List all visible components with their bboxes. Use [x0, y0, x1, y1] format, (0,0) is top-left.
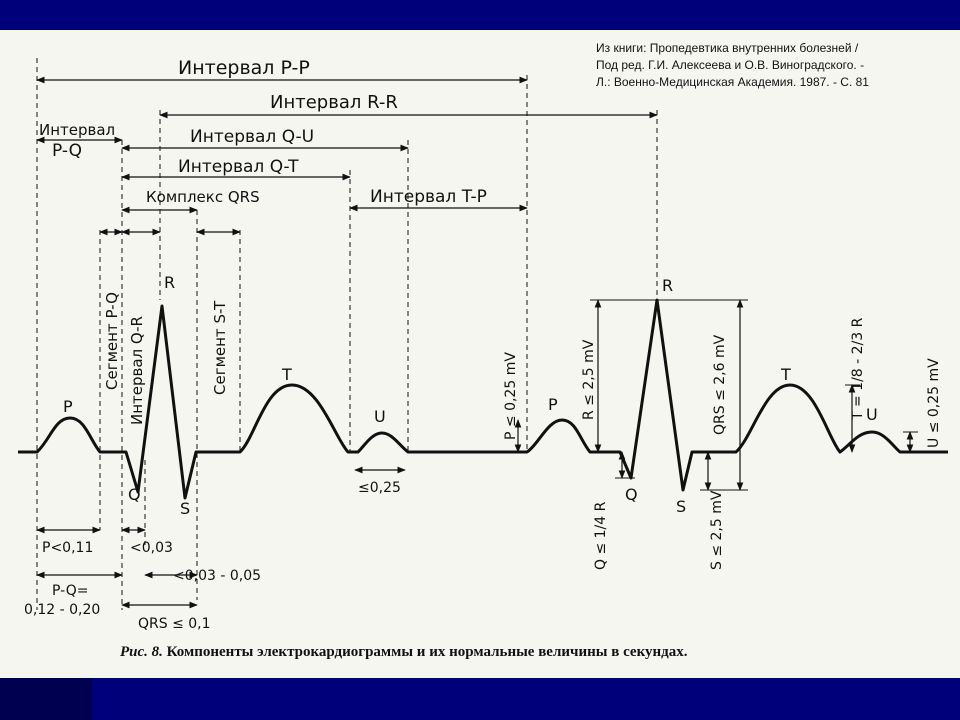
label-interval-pp: Интервал P-P [178, 57, 310, 79]
value-pq-duration-1: P-Q= [52, 583, 89, 599]
value-u-duration: ≤0,25 [358, 480, 401, 496]
wave-r2: R [662, 276, 674, 295]
label-interval-pq-2: P-Q [52, 141, 83, 161]
bottom-band-corner [0, 678, 92, 720]
wave-u1: U [374, 407, 386, 426]
value-q-amplitude: Q ≤ 1/4 R [593, 501, 609, 570]
wave-t1: T [282, 365, 292, 384]
value-pq-duration-2: 0,12 - 0,20 [24, 602, 101, 618]
label-interval-rr: Интервал R-R [270, 92, 398, 113]
label-segment-pq: Сегмент P-Q [103, 292, 121, 390]
wave-r1: R [164, 273, 176, 292]
caption-prefix: Рис. 8. [120, 644, 163, 660]
wave-u2: U [866, 405, 878, 424]
wave-s2: S [676, 497, 687, 516]
source-line-2: Под ред. Г.И. Алексеева и О.В. Виноградского. - [596, 58, 865, 72]
value-p-duration: P<0,11 [42, 540, 94, 556]
interval-arrows [37, 80, 910, 605]
bottom-band [0, 678, 960, 720]
value-r-amplitude: R ≤ 2,5 mV [581, 339, 597, 420]
figure-caption [120, 644, 688, 661]
label-interval-pq-1: Интервал [39, 121, 116, 139]
source-line-3: Л.: Военно-Медицинская Академия. 1987. - С. 81 [596, 75, 869, 89]
wave-s1: S [180, 499, 191, 518]
label-complex-qrs: Комплекс QRS [146, 188, 260, 206]
value-s-amplitude: S ≤ 2,5 mV [709, 490, 725, 570]
wave-p2: P [548, 395, 558, 414]
ecg-trace [18, 300, 948, 498]
label-interval-qt: Интервал Q-T [178, 157, 299, 177]
top-band [0, 0, 960, 30]
amplitude-guides [590, 300, 918, 490]
caption-text: Компоненты электрокардиограммы и их нормальные величины в секундах. [166, 644, 688, 660]
value-qrs-duration: QRS ≤ 0,1 [138, 616, 211, 632]
wave-t2: T [781, 365, 791, 384]
value-t-amplitude: T = 1/8 - 2/3 R [850, 317, 866, 420]
label-interval-tp: Интервал T-P [370, 187, 487, 207]
wave-p1: P [63, 397, 73, 416]
value-p-amplitude: P ≤ 0,25 mV [503, 352, 519, 440]
value-qr-duration: <0,03 [130, 540, 173, 556]
value-qrs-amplitude: QRS ≤ 2,6 mV [712, 334, 728, 435]
label-interval-qu: Интервал Q-U [190, 127, 315, 147]
wave-q1: Q [128, 485, 141, 504]
label-interval-qr: Интервал Q-R [128, 316, 146, 425]
value-qrs-sub: <0,03 - 0,05 [173, 568, 262, 584]
wave-q2: Q [625, 485, 638, 504]
value-u-amplitude: U ≤ 0,25 mV [926, 358, 942, 448]
label-segment-st: Сегмент S-T [211, 300, 229, 395]
ecg-diagram [0, 30, 960, 678]
source-line-1: Из книги: Пропедевтика внутренних болезней / [596, 41, 859, 55]
